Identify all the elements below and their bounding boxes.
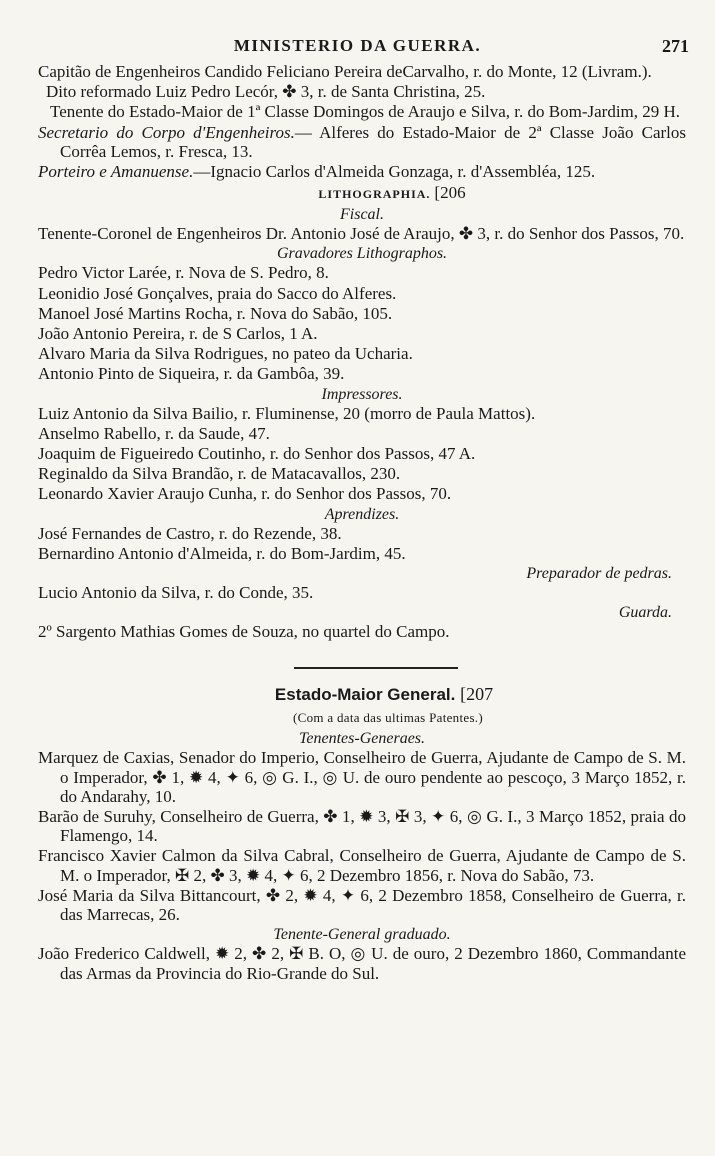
page-number: 271 [662,36,689,56]
lithography-heading-text: LITHOGRAPHIA. [318,187,431,202]
general-staff-note: (Com a data das ultimas Patentes.) [293,710,483,726]
entry-engineer-captain: Capitão de Engenheiros Candido Feliciano Pereira deCarvalho, r. do Monte, 12 (Livram.). [38,62,652,81]
list-item: João Antonio Pereira, r. de S Carlos, 1 A. [38,324,318,344]
entry-graduated-general: João Frederico Caldwell, ✹ 2, ✤ 2, ✠ B. O, ◎ U. de ouro, 2 Dezembro 1860, Commandante das Armas da Provincia do Rio-Grande do Sul. [38,944,686,983]
apprentices-heading: Aprendizes. [324,505,400,523]
lithography-heading [98,183,686,204]
fiscal-heading: Fiscal. [340,206,384,224]
running-title: MINISTERIO DA GUERRA. [233,36,482,55]
entry-porter [38,162,686,181]
list-item: Bernardino Antonio d'Almeida, r. do Bom-Jardim, 45. [38,543,406,563]
secretary-title: Secretario do Corpo d'Engenheiros. [38,122,295,142]
list-item: José Maria da Silva Bittancourt, ✤ 2, ✹ 4, ✦ 6, 2 Dezembro 1858, Conselheiro de Guerra, r. das Marrecas, 26. [38,885,686,925]
secretary-text: — Alferes do Estado-Maior de 2ª Classe João Carlos Corrêa Lemos, r. Fresca, 13. [60,122,686,161]
entry-stone-preparer: Lucio Antonio da Silva, r. do Conde, 35. [38,583,314,603]
list-item: Pedro Victor Larée, r. Nova de S. Pedro, 8. [38,263,329,283]
list-item: José Fernandes de Castro, r. do Rezende, 38. [38,523,342,543]
entry-secretary [38,123,686,161]
list-item: Leonidio José Gonçalves, praia do Sacco do Alferes. [38,283,397,303]
list-item: Joaquim de Figueiredo Coutinho, r. do Senhor dos Passos, 47 A. [38,444,476,464]
general-staff-number: [207 [460,684,494,705]
porter-title: Porteiro e Amanuense. [38,162,194,182]
section-divider [294,667,458,669]
entry-engineer-lieutenant: Tenente do Estado-Maior de 1ª Classe Domingos de Araujo e Silva, r. do Bom-Jardim, 29 H. [50,102,681,122]
graduated-heading: Tenente-General graduado. [273,926,451,944]
guard-heading: Guarda. [618,604,672,622]
entry-fiscal: Tenente-Coronel de Engenheiros Dr. Antonio José de Araujo, ✤ 3, r. do Senhor dos Passos, 70. [38,224,685,244]
list-item: Anselmo Rabello, r. da Saude, 47. [38,423,270,443]
list-item: Francisco Xavier Calmon da Silva Cabral, Conselheiro de Guerra, Ajudante de Campo de S. M. o Imperador, ✠ 2, ✤ 3, ✹ 4, ✦ 6, 2 Dezembro 1856, r. Nova do Sabão, 73. [38,846,686,885]
list-item: Leonardo Xavier Araujo Cunha, r. do Senhor dos Passos, 70. [38,484,452,504]
printers-heading: Impressores. [321,385,403,403]
porter-text: —Ignacio Carlos d'Almeida Gonzaga, r. d'Assembléa, 125. [193,162,596,182]
generals-heading: Tenentes-Generaes. [298,730,426,748]
entry-guard: 2º Sargento Mathias Gomes de Souza, no quartel do Campo. [38,622,450,642]
page-header [0,36,715,58]
engravers-heading: Gravadores Lithographos. [276,245,448,263]
list-item: Manoel José Martins Rocha, r. Nova do Sabão, 105. [38,303,393,323]
page-body [38,62,686,984]
entry-engineer-retired: Dito reformado Luiz Pedro Lecór, ✤ 3, r. de Santa Christina, 25. [46,82,486,102]
list-item: Marquez de Caxias, Senador do Imperio, Conselheiro de Guerra, Ajudante de Campo de S. M. o Imperador, ✤ 1, ✹ 4, ✦ 6, ◎ G. I., ◎ U. de ouro pendente ao pescoço, 3 Março 1852, r. do Andarahy, 10. [38,748,686,806]
list-item: Barão de Suruhy, Conselheiro de Guerra, ✤ 1, ✹ 3, ✠ 3, ✦ 6, ◎ G. I., 3 Março 1852, praia do Flamengo, 14. [38,807,686,846]
list-item: Alvaro Maria da Silva Rodrigues, no pateo da Ucharia. [38,344,413,364]
list-item: Luiz Antonio da Silva Bailio, r. Fluminense, 20 (morro de Paula Mattos). [38,403,536,423]
general-staff-title [82,683,686,706]
list-item: Antonio Pinto de Siqueira, r. da Gambôa, 39. [38,364,345,384]
general-staff-title-text: Estado-Maior General. [274,685,456,705]
stone-preparer-heading: Preparador de pedras. [526,565,672,583]
list-item: Reginaldo da Silva Brandão, r. de Matacavallos, 230. [38,464,401,484]
lithography-number: [206 [434,183,466,203]
